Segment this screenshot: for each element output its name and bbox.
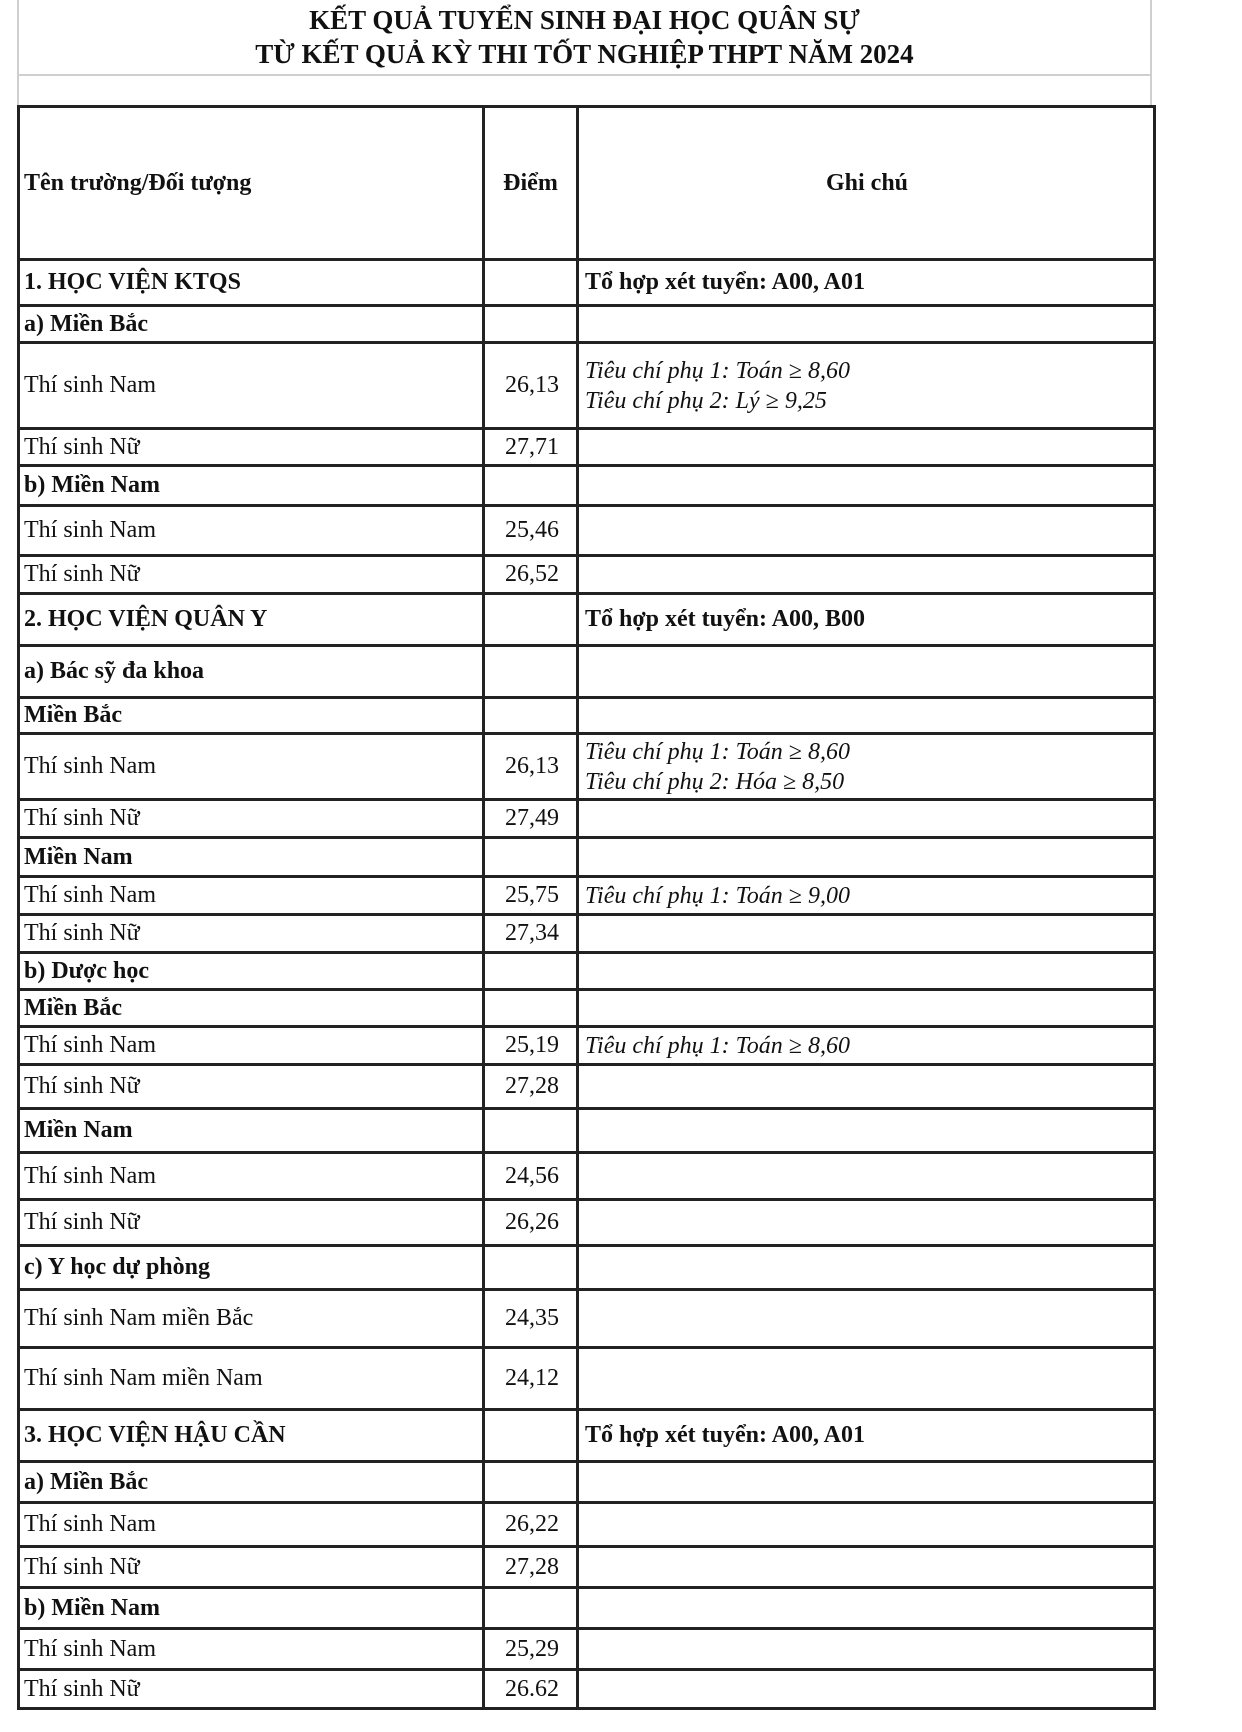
table-row xyxy=(19,1670,1155,1709)
row-note xyxy=(578,800,1155,838)
row-score: 27,34 xyxy=(484,915,578,953)
row-note xyxy=(578,306,1155,343)
table-row xyxy=(19,429,1155,466)
row-score xyxy=(484,1462,578,1503)
row-name: Miền Bắc xyxy=(19,698,484,734)
row-score: 25,19 xyxy=(484,1027,578,1065)
row-score: 27,71 xyxy=(484,429,578,466)
row-score xyxy=(484,990,578,1027)
row-name: b) Miền Nam xyxy=(19,1588,484,1629)
note-line: Tiêu chí phụ 2: Lý ≥ 9,25 xyxy=(585,387,827,414)
row-name: b) Miền Nam xyxy=(19,466,484,506)
row-name: Thí sinh Nữ xyxy=(19,915,484,953)
row-score: 26,13 xyxy=(484,734,578,800)
row-note xyxy=(578,877,1155,915)
row-score xyxy=(484,260,578,306)
row-name: a) Miền Bắc xyxy=(19,1462,484,1503)
row-score xyxy=(484,1588,578,1629)
row-name: Thí sinh Nữ xyxy=(19,800,484,838)
row-name: 3. HỌC VIỆN HẬU CẦN xyxy=(19,1410,484,1462)
row-score xyxy=(484,698,578,734)
row-note xyxy=(578,915,1155,953)
note-line: Tiêu chí phụ 2: Hóa ≥ 8,50 xyxy=(585,768,845,795)
row-note xyxy=(578,698,1155,734)
row-name: Thí sinh Nam xyxy=(19,506,484,556)
note-line: Tiêu chí phụ 1: Toán ≥ 8,60 xyxy=(585,738,850,765)
table-row xyxy=(19,1503,1155,1547)
row-score xyxy=(484,594,578,646)
row-score: 26.62 xyxy=(484,1670,578,1709)
table-row xyxy=(19,1065,1155,1109)
row-name: Thí sinh Nam xyxy=(19,1503,484,1547)
row-note xyxy=(578,990,1155,1027)
table-row xyxy=(19,1200,1155,1246)
row-note xyxy=(578,1670,1155,1709)
table-row xyxy=(19,343,1155,429)
table-row xyxy=(19,506,1155,556)
header-note: Ghi chú xyxy=(578,107,1155,260)
row-name: Thí sinh Nam xyxy=(19,877,484,915)
row-name: 2. HỌC VIỆN QUÂN Y xyxy=(19,594,484,646)
row-score xyxy=(484,1109,578,1153)
row-name: Thí sinh Nam xyxy=(19,1153,484,1200)
row-name: Thí sinh Nữ xyxy=(19,1065,484,1109)
row-note: Tổ hợp xét tuyển: A00, B00 xyxy=(578,594,1155,646)
row-score: 26,22 xyxy=(484,1503,578,1547)
row-name: Miền Nam xyxy=(19,838,484,877)
table-row xyxy=(19,1588,1155,1629)
table-row xyxy=(19,1027,1155,1065)
row-name: Thí sinh Nam miền Bắc xyxy=(19,1290,484,1348)
note-line: Tiêu chí phụ 1: Toán ≥ 9,00 xyxy=(585,882,850,909)
header-score: Điểm xyxy=(484,107,578,260)
table-row xyxy=(19,1462,1155,1503)
row-note xyxy=(578,1027,1155,1065)
row-note xyxy=(578,838,1155,877)
row-note xyxy=(578,1290,1155,1348)
table-row xyxy=(19,1629,1155,1670)
spacer-row xyxy=(17,74,1152,107)
row-note xyxy=(578,1588,1155,1629)
row-score: 25,29 xyxy=(484,1629,578,1670)
row-name: Miền Bắc xyxy=(19,990,484,1027)
row-name: c) Y học dự phòng xyxy=(19,1246,484,1290)
row-note xyxy=(578,1109,1155,1153)
row-score xyxy=(484,1246,578,1290)
row-score xyxy=(484,466,578,506)
row-note xyxy=(578,1547,1155,1588)
row-name: Thí sinh Nam miền Nam xyxy=(19,1348,484,1410)
table-row xyxy=(19,594,1155,646)
table-row xyxy=(19,734,1155,800)
row-score xyxy=(484,646,578,698)
row-note xyxy=(578,646,1155,698)
row-score xyxy=(484,838,578,877)
row-note xyxy=(578,1246,1155,1290)
row-note xyxy=(578,429,1155,466)
row-name: Thí sinh Nữ xyxy=(19,556,484,594)
table-row xyxy=(19,556,1155,594)
header-name: Tên trường/Đối tượng xyxy=(19,107,484,260)
table-row xyxy=(19,1290,1155,1348)
table-row xyxy=(19,1348,1155,1410)
row-name: b) Dược học xyxy=(19,953,484,990)
table-row xyxy=(19,953,1155,990)
row-note xyxy=(578,556,1155,594)
row-note xyxy=(578,1348,1155,1410)
row-name: Miền Nam xyxy=(19,1109,484,1153)
row-name: Thí sinh Nữ xyxy=(19,1670,484,1709)
row-name: 1. HỌC VIỆN KTQS xyxy=(19,260,484,306)
row-note: Tổ hợp xét tuyển: A00, A01 xyxy=(578,260,1155,306)
table-row xyxy=(19,838,1155,877)
row-score: 25,75 xyxy=(484,877,578,915)
row-score: 26,13 xyxy=(484,343,578,429)
note-line: Tiêu chí phụ 1: Toán ≥ 8,60 xyxy=(585,357,850,384)
table-row xyxy=(19,306,1155,343)
row-score: 24,12 xyxy=(484,1348,578,1410)
table-row xyxy=(19,260,1155,306)
row-note xyxy=(578,734,1155,800)
table-row xyxy=(19,800,1155,838)
row-note xyxy=(578,1503,1155,1547)
table-row xyxy=(19,466,1155,506)
row-score: 26,52 xyxy=(484,556,578,594)
row-note xyxy=(578,466,1155,506)
title-line-1: KẾT QUẢ TUYỂN SINH ĐẠI HỌC QUÂN SỰ xyxy=(309,5,860,35)
row-note xyxy=(578,1153,1155,1200)
table-row xyxy=(19,877,1155,915)
table-row xyxy=(19,1109,1155,1153)
row-name: Thí sinh Nam xyxy=(19,1027,484,1065)
table-header-row xyxy=(19,107,1155,260)
row-score: 27,28 xyxy=(484,1547,578,1588)
row-note xyxy=(578,343,1155,429)
title-line-2: TỪ KẾT QUẢ KỲ THI TỐT NGHIỆP THPT NĂM 2024 xyxy=(255,39,914,69)
row-score: 25,46 xyxy=(484,506,578,556)
row-score: 27,28 xyxy=(484,1065,578,1109)
row-name: Thí sinh Nam xyxy=(19,1629,484,1670)
row-name: Thí sinh Nữ xyxy=(19,1547,484,1588)
row-score: 24,56 xyxy=(484,1153,578,1200)
table-row xyxy=(19,915,1155,953)
row-note xyxy=(578,1065,1155,1109)
row-score: 27,49 xyxy=(484,800,578,838)
row-note xyxy=(578,506,1155,556)
row-note xyxy=(578,1462,1155,1503)
row-score xyxy=(484,953,578,990)
row-score: 24,35 xyxy=(484,1290,578,1348)
row-note: Tổ hợp xét tuyển: A00, A01 xyxy=(578,1410,1155,1462)
row-name: Thí sinh Nữ xyxy=(19,1200,484,1246)
row-note xyxy=(578,953,1155,990)
table-row xyxy=(19,990,1155,1027)
table-row xyxy=(19,1410,1155,1462)
row-name: Thí sinh Nam xyxy=(19,343,484,429)
row-score xyxy=(484,1410,578,1462)
row-score: 26,26 xyxy=(484,1200,578,1246)
row-name: a) Bác sỹ đa khoa xyxy=(19,646,484,698)
row-score xyxy=(484,306,578,343)
row-name: Thí sinh Nữ xyxy=(19,429,484,466)
title-block xyxy=(17,0,1152,74)
row-note xyxy=(578,1629,1155,1670)
row-note xyxy=(578,1200,1155,1246)
note-line: Tiêu chí phụ 1: Toán ≥ 8,60 xyxy=(585,1032,850,1059)
results-table xyxy=(17,105,1156,1710)
row-name: Thí sinh Nam xyxy=(19,734,484,800)
table-row xyxy=(19,1153,1155,1200)
table-row xyxy=(19,1547,1155,1588)
table-row xyxy=(19,698,1155,734)
table-row xyxy=(19,646,1155,698)
row-name: a) Miền Bắc xyxy=(19,306,484,343)
table-row xyxy=(19,1246,1155,1290)
